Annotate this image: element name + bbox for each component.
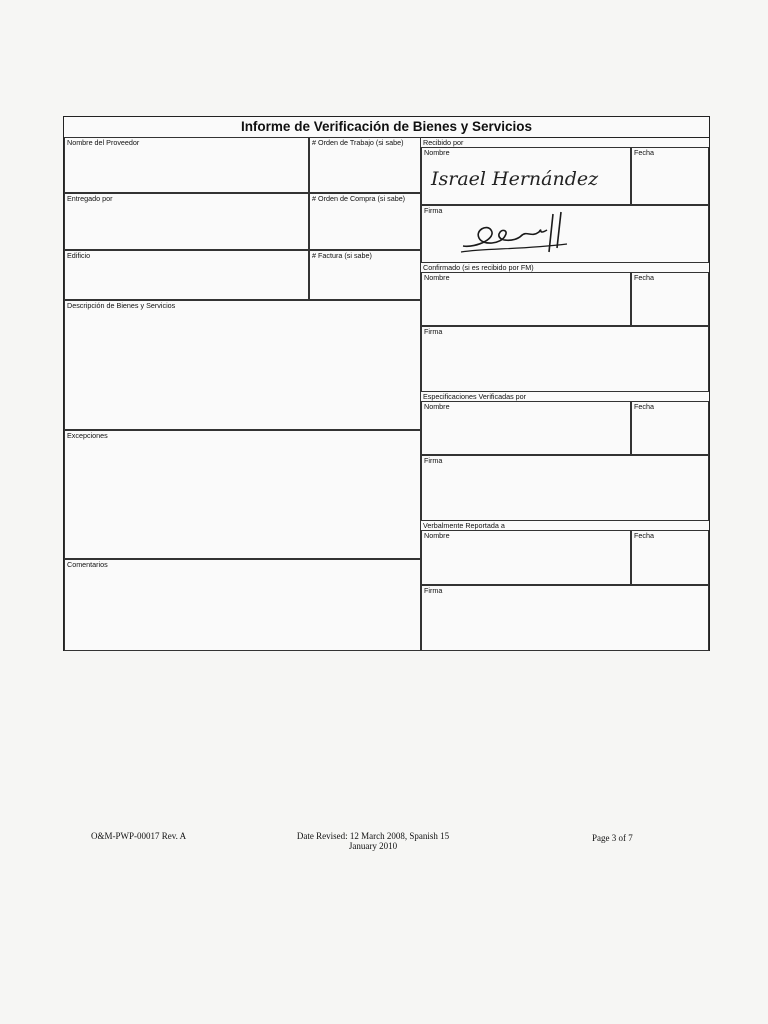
verbalmente-nombre-field[interactable]: [421, 530, 631, 585]
recibido-nombre-label: Nombre: [424, 148, 450, 157]
especificaciones-firma-label: Firma: [424, 456, 443, 465]
orden-trabajo-field[interactable]: [309, 137, 421, 193]
verbalmente-fecha-label: Fecha: [634, 531, 654, 540]
confirmado-header: Confirmado (si es recibido por FM): [423, 263, 534, 272]
confirmado-fecha-label: Fecha: [634, 273, 654, 282]
confirmado-firma-field[interactable]: [421, 326, 709, 392]
confirmado-firma-label: Firma: [424, 327, 443, 336]
edificio-field[interactable]: [64, 250, 309, 300]
footer-date-line1: Date Revised: 12 March 2008, Spanish 15: [296, 831, 450, 841]
signature-icon: [457, 208, 577, 260]
recibido-fecha-field[interactable]: [631, 147, 709, 205]
entregado-field[interactable]: [64, 193, 309, 250]
orden-compra-field[interactable]: [309, 193, 421, 250]
confirmado-nombre-field[interactable]: [421, 272, 631, 326]
excepciones-field[interactable]: [64, 430, 421, 559]
recibido-fecha-label: Fecha: [634, 148, 654, 157]
footer-doc-id: O&M-PWP-00017 Rev. A: [91, 831, 187, 841]
orden-compra-label: # Orden de Compra (si sabe): [312, 194, 406, 203]
verbalmente-nombre-label: Nombre: [424, 531, 450, 540]
especificaciones-fecha-field[interactable]: [631, 401, 709, 455]
comentarios-label: Comentarios: [67, 560, 108, 569]
especificaciones-nombre-label: Nombre: [424, 402, 450, 411]
edificio-label: Edificio: [67, 251, 91, 260]
verbalmente-firma-field[interactable]: [421, 585, 709, 651]
excepciones-label: Excepciones: [67, 431, 108, 440]
recibido-header: Recibido por: [423, 138, 464, 147]
confirmado-fecha-field[interactable]: [631, 272, 709, 326]
especificaciones-firma-field[interactable]: [421, 455, 709, 521]
factura-label: # Factura (si sabe): [312, 251, 372, 260]
factura-field[interactable]: [309, 250, 421, 300]
recibido-nombre-field[interactable]: [421, 147, 631, 205]
proveedor-label: Nombre del Proveedor: [67, 138, 140, 147]
orden-trabajo-label: # Orden de Trabajo (si sabe): [312, 138, 404, 147]
proveedor-field[interactable]: [64, 137, 309, 193]
recibido-firma-field[interactable]: [421, 205, 709, 263]
footer-page: Page 3 of 7: [592, 833, 633, 843]
verification-form: [63, 116, 710, 651]
verbalmente-firma-label: Firma: [424, 586, 443, 595]
footer-date-line2: January 2010: [348, 841, 398, 851]
especificaciones-header: Especificaciones Verificadas por: [423, 392, 527, 401]
entregado-label: Entregado por: [67, 194, 113, 203]
descripcion-label: Descripción de Bienes y Servicios: [67, 301, 176, 310]
comentarios-field[interactable]: [64, 559, 421, 651]
verbalmente-header: Verbalmente Reportada a: [423, 521, 505, 530]
recibido-firma-label: Firma: [424, 206, 443, 215]
especificaciones-fecha-label: Fecha: [634, 402, 654, 411]
especificaciones-nombre-field[interactable]: [421, 401, 631, 455]
verbalmente-fecha-field[interactable]: [631, 530, 709, 585]
confirmado-nombre-label: Nombre: [424, 273, 450, 282]
recibido-name-handwritten: Israel Hernández: [431, 168, 599, 190]
descripcion-field[interactable]: [64, 300, 421, 430]
footer-date: [288, 831, 458, 851]
form-title: Informe de Verificación de Bienes y Servicios: [64, 117, 709, 138]
